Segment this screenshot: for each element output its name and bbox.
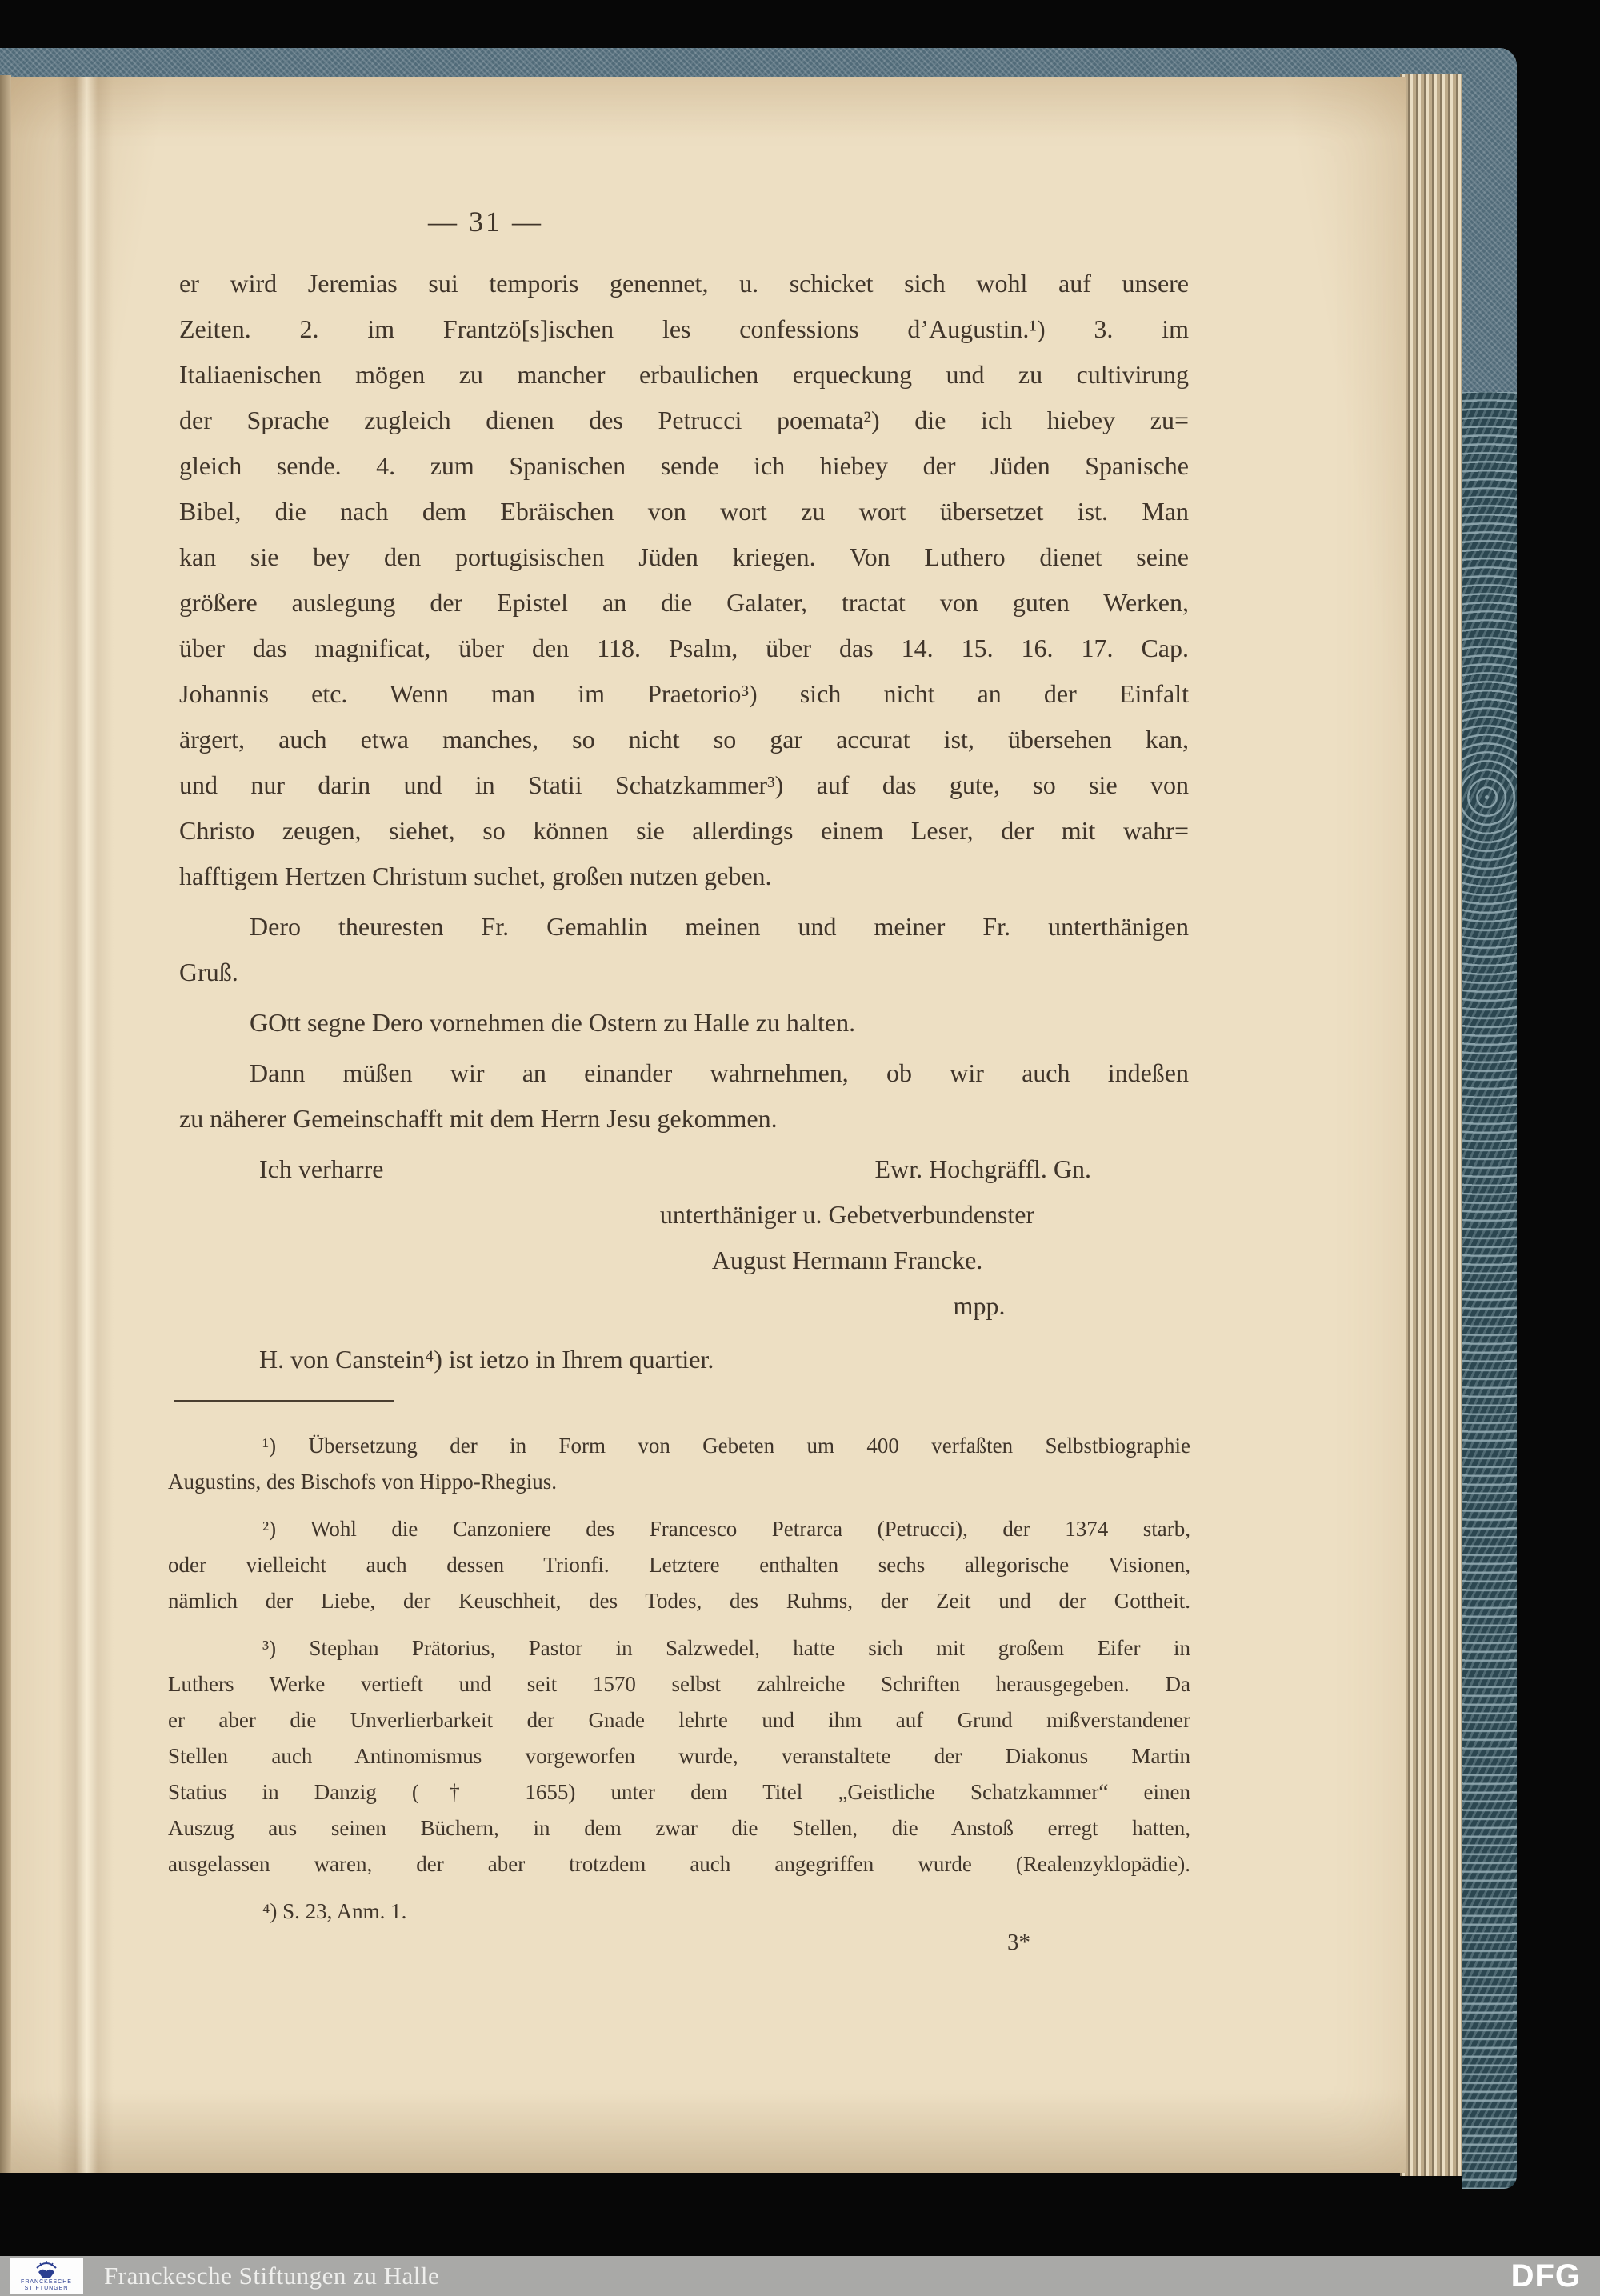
footnote-line: oder vielleicht auch dessen Trionfi. Letztere enthalten sechs allegorische Visionen, — [168, 1553, 1190, 1577]
letter-closing-row — [179, 1146, 1189, 1192]
text-line: er wird Jeremias sui temporis genennet, u. schicket sich wohl auf unsere — [179, 269, 1189, 298]
letter-paragraph-4 — [179, 1050, 1189, 1142]
footnotes-section — [168, 1428, 1190, 1930]
letter-paragraph-2 — [179, 904, 1189, 995]
text-line: Gruß. — [179, 958, 238, 986]
letter-paragraph-3 — [179, 1000, 1189, 1046]
footnote-3 — [168, 1630, 1190, 1882]
footnote-line: ⁴) S. 23, Anm. 1. — [262, 1899, 407, 1923]
text-line: Dann müßen wir an einander wahrnehmen, ob wir auch indeßen — [250, 1058, 1189, 1087]
dfg-logo: DFG — [1510, 2258, 1581, 2294]
footnote-2 — [168, 1511, 1190, 1619]
sheet-signature-mark: 3* — [1007, 1930, 1030, 1955]
text-line: gleich sende. 4. zum Spanischen sende ich hiebey der Jüden Spanische — [179, 451, 1189, 480]
footnote-line: Auszug aus seinen Büchern, in dem zwar die Stellen, die Anstoß erregt hatten, — [168, 1816, 1190, 1840]
footnote-1 — [168, 1428, 1190, 1500]
footnote-line: ausgelassen waren, der aber trotzdem auch angegriffen wurde (Realenzyklopädie). — [168, 1852, 1190, 1876]
footnote-line: nämlich der Liebe, der Keuschheit, des Todes, des Ruhms, der Zeit und der Gottheit. — [168, 1589, 1190, 1613]
closing-address: Ewr. Hochgräffl. Gn. — [874, 1154, 1091, 1183]
footnote-line: ²) Wohl die Canzoniere des Francesco Petrarca (Petrucci), der 1374 starb, — [262, 1517, 1190, 1541]
page-text-block — [168, 261, 1190, 1955]
closing-signature-name: August Hermann Francke. — [711, 1246, 983, 1274]
footnote-separator-rule — [174, 1400, 394, 1402]
closing-subscription-1: unterthäniger u. Gebetverbundenster — [659, 1200, 1035, 1229]
page-gutter-crease — [58, 77, 114, 2173]
book-page — [11, 77, 1406, 2173]
text-line: größere auslegung der Epistel an die Galater, tractat von guten Werken, — [179, 588, 1189, 617]
footnote-4 — [168, 1894, 1190, 1930]
text-line: und nur darin und in Statii Schatzkammer³) auf das gute, so sie von — [179, 770, 1189, 799]
closing-mpp: mpp. — [953, 1291, 1006, 1320]
text-line: zu näherer Gemeinschafft mit dem Herrn Jesu gekommen. — [179, 1104, 778, 1133]
institution-name: Franckesche Stiftungen zu Halle — [104, 2262, 440, 2290]
page-number: — 31 — — [428, 206, 543, 238]
text-line: hafftigem Hertzen Christum suchet, großen nutzen geben. — [179, 862, 772, 890]
footnote-line: Stellen auch Antinomismus vorgeworfen wurde, veranstaltete der Diakonus Martin — [168, 1744, 1190, 1768]
text-line: Dero theuresten Fr. Gemahlin meinen und meiner Fr. unterthänigen — [250, 912, 1189, 941]
franckesche-stiftungen-logo — [10, 2258, 83, 2294]
book-cover-cloth-corner — [1462, 48, 1517, 392]
text-line: Christo zeugen, siehet, so können sie allerdings einem Leser, der mit wahr= — [179, 816, 1189, 845]
page-edge-left-sliver — [0, 75, 11, 2173]
page-stack-fore-edge — [1400, 74, 1466, 2176]
text-line: Italiaenischen mögen zu mancher erbaulichen erqueckung und zu cultivirung — [179, 360, 1189, 389]
footnote-line: Statius in Danzig († 1655) unter dem Titel „Geistliche Schatzkammer“ einen — [168, 1780, 1190, 1804]
footnote-line: er aber die Unverlierbarkeit der Gnade lehrte und ihm auf Grund mißverstandener — [168, 1708, 1190, 1732]
eagle-sun-logo-icon — [32, 2261, 61, 2278]
text-line: Bibel, die nach dem Ebräischen von wort zu wort übersetzet ist. Man — [179, 497, 1189, 526]
text-line: GOtt segne Dero vornehmen die Ostern zu Halle zu halten. — [250, 1008, 856, 1037]
letter-paragraph-1 — [179, 261, 1189, 899]
text-line: kan sie bey den portugisischen Jüden kriegen. Von Luthero dienet seine — [179, 542, 1189, 571]
footnote-line: ³) Stephan Prätorius, Pastor in Salzwedel, hatte sich mit großem Eifer in — [262, 1636, 1190, 1660]
text-line: der Sprache zugleich dienen des Petrucci poemata²) die ich hiebey zu= — [179, 406, 1189, 434]
text-line: Zeiten. 2. im Frantzö[s]ischen les confessions d’Augustin.¹) 3. im — [179, 314, 1189, 343]
text-line: ärgert, auch etwa manches, so nicht so gar accurat ist, übersehen kan, — [179, 725, 1189, 754]
closing-valediction: Ich verharre — [259, 1154, 384, 1183]
viewer-footer-bar — [0, 2256, 1600, 2296]
footnote-line: ¹) Übersetzung der in Form von Gebeten um 400 verfaßten Selbstbiographie — [262, 1434, 1190, 1458]
text-line: Johannis etc. Wenn man im Praetorio³) sich nicht an der Einfalt — [179, 679, 1189, 708]
letter-postscript: H. von Canstein⁴) ist ietzo in Ihrem quartier. — [259, 1345, 714, 1374]
footnote-line: Luthers Werke vertieft und seit 1570 selbst zahlreiche Schriften herausgegeben. Da — [168, 1672, 1190, 1696]
book-cover-marbled-edge — [1462, 48, 1517, 2189]
footnote-line: Augustins, des Bischofs von Hippo-Rhegius. — [168, 1470, 557, 1494]
logo-caption: FRANCKESCHE STIFTUNGEN — [21, 2278, 72, 2291]
text-line: über das magnificat, über den 118. Psalm, über das 14. 15. 16. 17. Cap. — [179, 634, 1189, 662]
